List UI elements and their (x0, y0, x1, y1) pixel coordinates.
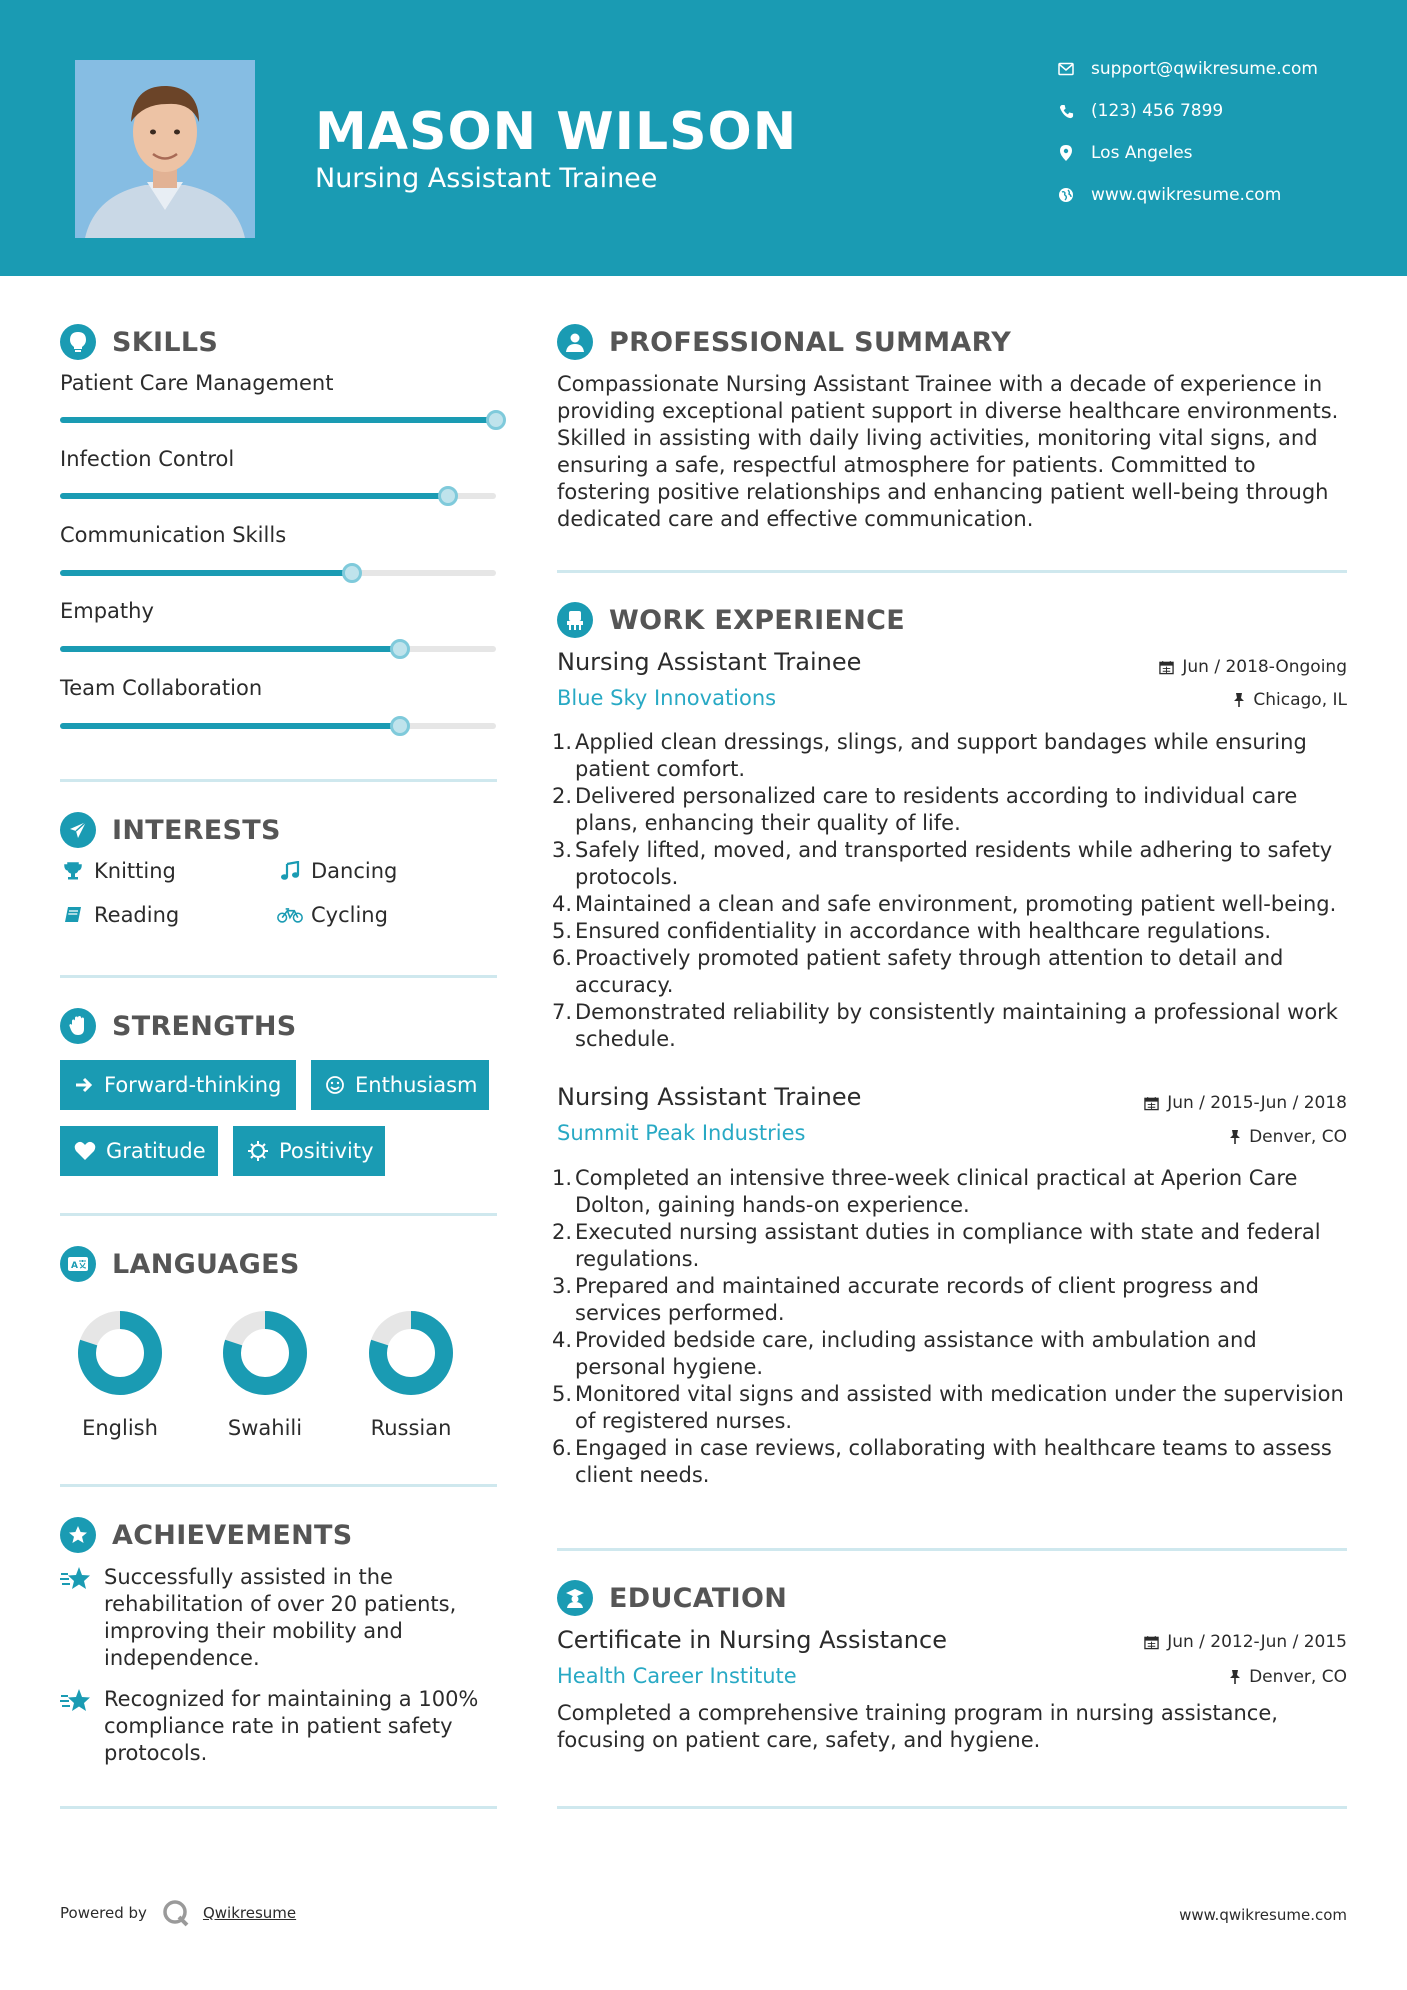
skill-name: Infection Control (60, 447, 235, 471)
job-bullet: Monitored vital signs and assisted with medication under the supervision of registered nurses. (575, 1382, 1344, 1433)
interest-item (277, 859, 397, 883)
job-dates-text: Jun / 2015-Jun / 2018 (1167, 1093, 1347, 1113)
qwikresume-link[interactable]: Qwikresume (202, 1904, 297, 1922)
interest-item (60, 859, 176, 883)
section-divider (60, 1806, 497, 1809)
job-dates-text: Jun / 2018-Ongoing (1182, 657, 1347, 677)
strength-tag (233, 1126, 385, 1176)
qwikresume-logo-icon (161, 1898, 191, 1928)
star-icon (60, 1686, 92, 1767)
skill-bar-fill (60, 723, 400, 729)
education-text: Completed a comprehensive training program in nursing assistance, focusing on patient care, safety, and hygiene. (557, 1701, 1278, 1752)
lightbulb-icon (60, 324, 96, 360)
section-divider (557, 570, 1347, 573)
achievement-text: Successfully assisted in the rehabilitation of over 20 patients, improving their mobility and independence. (104, 1565, 457, 1670)
job-bullet: Ensured confidentiality in accordance with healthcare regulations. (575, 919, 1272, 943)
education-location-text: Denver, CO (1249, 1667, 1347, 1687)
contact-website-text: www.qwikresume.com (1091, 185, 1282, 205)
language-item (55, 1308, 185, 1440)
language-item (200, 1308, 330, 1440)
summary-text: Compassionate Nursing Assistant Trainee with a decade of experience in providing exceptional patient support in diverse healthcare environments. Skilled in assisting with daily living activities, monitoring vital signs, and ensuring a safe, respectful atmosphere for patients. Committed to fostering positive relationships and enhancing patient well-being through dedicated care and effective communication. (557, 372, 1339, 531)
contact-email-text: support@qwikresume.com (1091, 59, 1318, 79)
star-icon (60, 1564, 92, 1672)
section-divider (557, 1548, 1347, 1551)
candidate-name: MASON WILSON (315, 102, 798, 162)
strength-tag (60, 1126, 218, 1176)
language-donut (220, 1308, 310, 1398)
company-name: Blue Sky Innovations (557, 686, 777, 710)
job-title: Nursing Assistant Trainee (557, 1083, 862, 1111)
phone-icon (1055, 100, 1077, 122)
languages-title: LANGUAGES (112, 1248, 300, 1280)
strengths-heading (60, 1006, 297, 1046)
achievement-text: Recognized for maintaining a 100% compliance rate in patient safety protocols. (104, 1687, 479, 1765)
interest-label: Dancing (311, 859, 398, 883)
skill-bar-fill (60, 417, 496, 423)
strength-tag (60, 1060, 296, 1110)
job-bullet: Engaged in case reviews, collaborating with healthcare teams to assess client needs. (575, 1436, 1332, 1487)
pushpin-icon (1229, 1669, 1241, 1685)
skill-bar (60, 570, 496, 576)
job-location (1229, 1127, 1347, 1147)
job-bullet: Safely lifted, moved, and transported residents while adhering to safety protocols. (575, 838, 1333, 889)
contact-website[interactable] (1055, 182, 1281, 208)
smile-icon (325, 1075, 345, 1095)
skill-bar (60, 417, 496, 423)
skill-bar (60, 493, 496, 499)
hand-icon (60, 1008, 96, 1044)
language-name: Russian (370, 1416, 452, 1440)
section-divider (60, 1484, 497, 1487)
achievements-heading (60, 1515, 353, 1555)
strengths-title: STRENGTHS (112, 1010, 297, 1042)
strength-label: Gratitude (106, 1139, 206, 1163)
section-divider (557, 1806, 1347, 1809)
job-dates (1144, 1093, 1347, 1113)
achievement-item (60, 1686, 500, 1767)
skill-bar-knob (390, 639, 410, 659)
language-item (346, 1308, 476, 1440)
bicycle-icon (277, 905, 303, 925)
sun-icon (247, 1140, 269, 1162)
star-badge-icon (60, 1517, 96, 1553)
interest-item (60, 903, 179, 927)
briefcase-icon (557, 602, 593, 638)
contact-email[interactable] (1055, 56, 1318, 82)
skill-bar (60, 646, 496, 652)
education-title: EDUCATION (609, 1582, 788, 1614)
education-dates-text: Jun / 2012-Jun / 2015 (1167, 1632, 1347, 1652)
profile-photo (75, 60, 255, 238)
job-bullet: Maintained a clean and safe environment, promoting patient well-being. (575, 892, 1337, 916)
job-title: Nursing Assistant Trainee (557, 648, 862, 676)
pushpin-icon (1233, 692, 1245, 708)
skill-bar (60, 723, 496, 729)
candidate-title: Nursing Assistant Trainee (315, 163, 658, 194)
job-bullets (575, 729, 1347, 1053)
education-heading (557, 1578, 787, 1618)
degree-title: Certificate in Nursing Assistance (557, 1626, 947, 1654)
strength-label: Positivity (279, 1139, 374, 1163)
pushpin-icon (1229, 1129, 1241, 1145)
interest-label: Reading (94, 903, 180, 927)
book-icon (60, 905, 86, 925)
job-location (1233, 690, 1347, 710)
job-bullet: Completed an intensive three-week clinical practical at Aperion Care Dolton, gaining hands-on experience. (575, 1166, 1298, 1217)
job-bullet: Delivered personalized care to residents according to individual care plans, enhancing their quality of life. (575, 784, 1298, 835)
arrow-right-icon (74, 1076, 94, 1094)
skill-name: Team Collaboration (60, 676, 263, 700)
skills-heading (60, 322, 218, 362)
language-donut (366, 1308, 456, 1398)
skill-bar-knob (342, 563, 362, 583)
job-location-text: Denver, CO (1249, 1127, 1347, 1147)
calendar-icon (1144, 1635, 1159, 1650)
job-bullet: Prepared and maintained accurate records of client progress and services performed. (575, 1274, 1259, 1325)
powered-by-text: Powered by (60, 1904, 147, 1922)
job-bullet: Demonstrated reliability by consistently maintaining a professional work schedule. (575, 1000, 1338, 1051)
language-name: English (82, 1416, 158, 1440)
contact-location (1055, 140, 1193, 166)
language-name: Swahili (227, 1416, 303, 1440)
section-divider (60, 779, 497, 782)
svg-text:A: A (71, 1261, 78, 1271)
header-banner (0, 0, 1407, 276)
experience-title: WORK EXPERIENCE (609, 604, 905, 636)
job-location-text: Chicago, IL (1253, 690, 1347, 710)
education-dates (1144, 1632, 1347, 1652)
skill-bar-knob (390, 716, 410, 736)
education-location (1229, 1667, 1347, 1687)
music-note-icon (277, 861, 303, 881)
user-icon (557, 324, 593, 360)
languages-heading (60, 1244, 300, 1284)
skill-bar-knob (438, 486, 458, 506)
summary-title: PROFESSIONAL SUMMARY (609, 326, 1012, 358)
skill-bar-fill (60, 493, 448, 499)
paper-plane-icon (60, 812, 96, 848)
strength-label: Forward-thinking (104, 1073, 282, 1097)
footer-powered-by (60, 1898, 296, 1928)
job-bullet: Proactively promoted patient safety through attention to detail and accuracy. (575, 946, 1284, 997)
strength-label: Enthusiasm (355, 1073, 478, 1097)
skills-title: SKILLS (112, 326, 219, 358)
interest-item (277, 903, 388, 927)
achievement-item (60, 1564, 500, 1672)
skill-name: Communication Skills (60, 523, 287, 547)
skill-name: Patient Care Management (60, 371, 334, 395)
skill-bar-knob (486, 410, 506, 430)
strength-tag (311, 1060, 489, 1110)
job-bullet: Applied clean dressings, slings, and support bandages while ensuring patient comfort. (575, 730, 1307, 781)
calendar-icon (1159, 660, 1174, 675)
skill-bar-fill (60, 646, 400, 652)
graduate-icon (557, 1580, 593, 1616)
language-icon (60, 1246, 96, 1282)
envelope-icon (1055, 58, 1077, 80)
interest-label: Cycling (311, 903, 388, 927)
company-name: Summit Peak Industries (557, 1121, 806, 1145)
job-bullet: Executed nursing assistant duties in compliance with state and federal regulations. (575, 1220, 1321, 1271)
globe-icon (1055, 184, 1077, 206)
language-donut (75, 1308, 165, 1398)
interests-heading (60, 810, 281, 850)
contact-phone[interactable] (1055, 98, 1223, 124)
achievements-title: ACHIEVEMENTS (112, 1519, 353, 1551)
calendar-icon (1144, 1096, 1159, 1111)
interests-title: INTERESTS (112, 814, 281, 846)
footer-url[interactable]: www.qwikresume.com (1179, 1906, 1347, 1924)
interest-label: Knitting (94, 859, 176, 883)
skill-name: Empathy (60, 599, 154, 623)
job-bullet: Provided bedside care, including assistance with ambulation and personal hygiene. (575, 1328, 1257, 1379)
summary-heading (557, 322, 1011, 362)
school-name: Health Career Institute (557, 1664, 797, 1688)
experience-heading (557, 600, 905, 640)
job-dates (1159, 657, 1347, 677)
map-pin-icon (1055, 142, 1077, 164)
skill-bar-fill (60, 570, 352, 576)
trophy-icon (60, 861, 86, 881)
heart-icon (74, 1141, 96, 1161)
contact-location-text: Los Angeles (1091, 143, 1193, 163)
job-bullets (575, 1165, 1347, 1489)
section-divider (60, 975, 497, 978)
section-divider (60, 1213, 497, 1216)
contact-phone-text: (123) 456 7899 (1091, 101, 1224, 121)
